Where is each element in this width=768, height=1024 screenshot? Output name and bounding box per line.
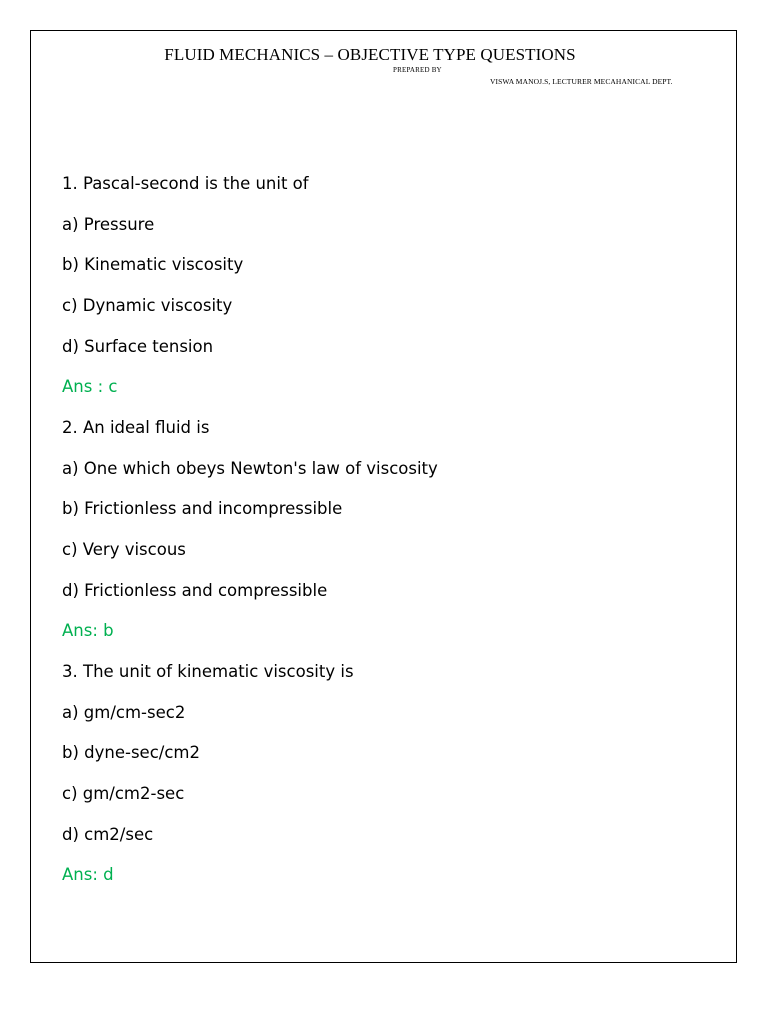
option-a: a) One which obeys Newton's law of viscosity [62,458,438,478]
option-d: d) Frictionless and compressible [62,580,328,600]
question-block [62,174,438,398]
question-text: 3. The unit of kinematic viscosity is [62,661,354,681]
document-title: FLUID MECHANICS – OBJECTIVE TYPE QUESTIONS [164,45,576,64]
question-text: 1. Pascal-second is the unit of [62,174,309,193]
question-block [62,418,438,642]
option-c: c) gm/cm2-sec [62,783,185,803]
answer-text: Ans: b [62,621,114,641]
question-block [62,662,438,886]
option-d: d) Surface tension [62,336,214,356]
question-text: 2. An ideal fluid is [62,417,210,437]
option-a: a) gm/cm-sec2 [62,702,186,722]
option-a: a) Pressure [62,214,155,234]
document-page [30,30,737,963]
option-b: b) dyne-sec/cm2 [62,743,200,763]
option-c: c) Dynamic viscosity [62,295,233,315]
question-list [62,174,438,906]
option-c: c) Very viscous [62,539,186,559]
prepared-by-label: PREPARED BY [393,66,442,74]
option-b: b) Frictionless and incompressible [62,499,343,519]
option-d: d) cm2/sec [62,824,154,844]
answer-text: Ans: d [62,865,114,885]
answer-text: Ans : c [62,377,118,397]
option-b: b) Kinematic viscosity [62,255,244,275]
author-credit: VISWA MANOJ.S, LECTURER MECAHANICAL DEPT. [490,77,673,86]
